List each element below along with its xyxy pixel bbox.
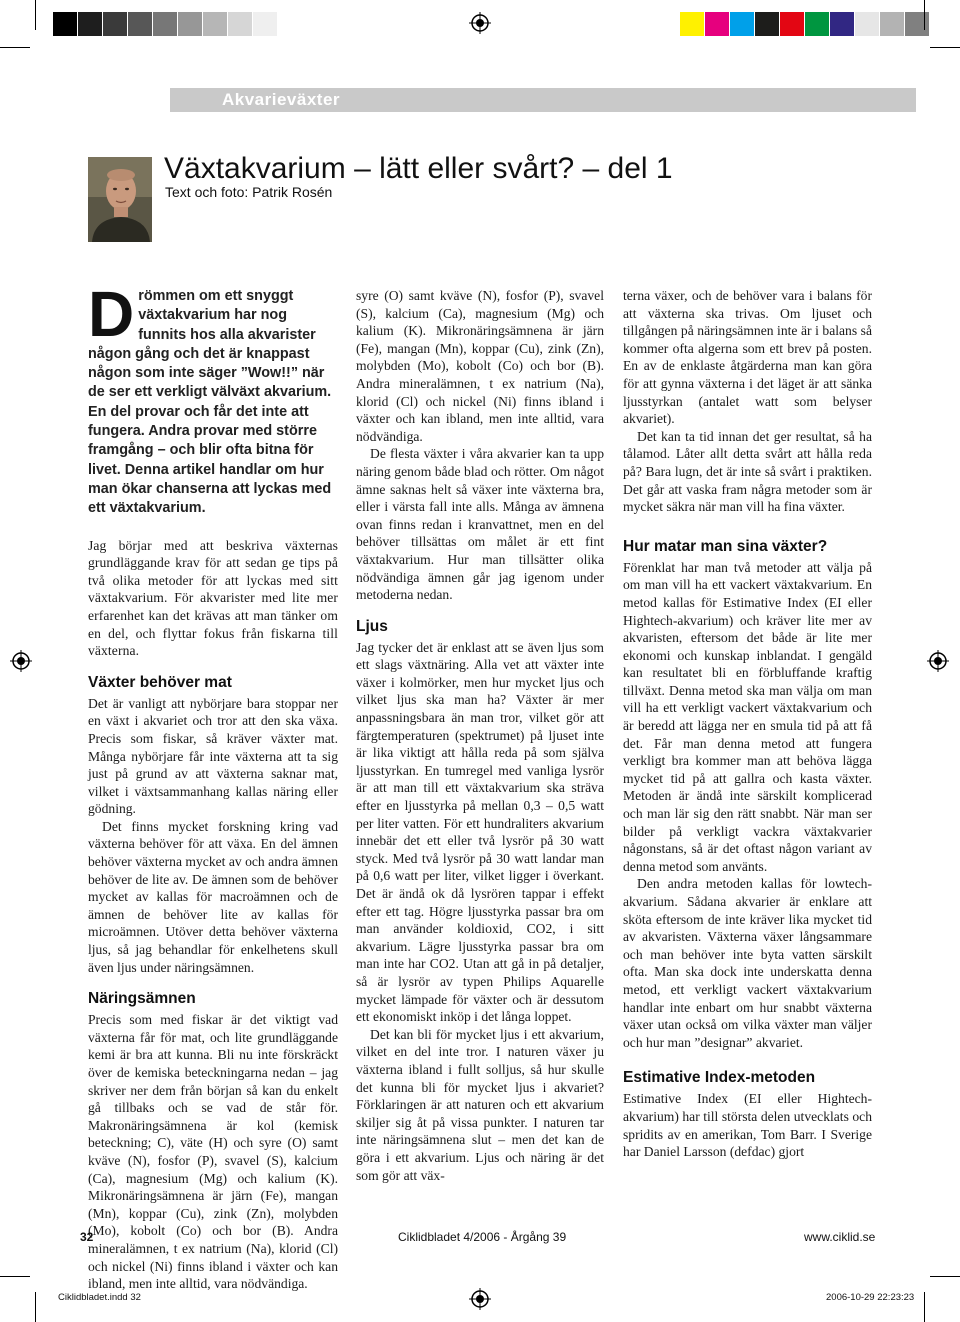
color-swatch	[128, 12, 153, 36]
color-swatch	[905, 12, 930, 36]
crop-mark	[930, 1276, 960, 1277]
registration-mark-icon	[469, 12, 491, 34]
paragraph: Jag tycker det är enklast att se även ljus som ett slags växtnäring. Alla vet att växter inte växer i kolmörker, men hur mycket ljus och vilket ljus ska man ha? Växter är mer anpassningsbara än man tror, vilket gör att färgtemperaturen (spektrumet) på ljuset inte är lika viktigt att hålla reda på som själva ljusstyrkan. En tumregel med vanliga lysrör är att man till ett växtakvarium ska sträva efter en ljusstyrka på mellan 0,3 – 0,5 watt per liter vatten. För ett hundraliters akvarium innebär det ett eller två lysrör på 30 watt styck. Med två lysrör på 30 watt landar man på 0,6 watt per liter, vilket ligger i överkant. Det är ändå ok då lysrören tappar i effekt efter ett tag. Högre ljusstyrka passar bra om man använder koldioxid, CO2, i sitt akvarium. Lägre ljusstyrka passar bra om man inte har CO2. Utan att gå in på detaljer, så är lysrör av typen Philips Aquarelle mycket lämpade för växter och är dessutom ett ekonomiskt inköp i det långa loppet.	[356, 639, 604, 1025]
color-swatch	[680, 12, 705, 36]
color-swatch	[53, 12, 78, 36]
color-swatch	[780, 12, 805, 36]
color-swatch	[78, 12, 103, 36]
color-swatch	[855, 12, 880, 36]
process-color-bar	[680, 12, 930, 36]
author-portrait-icon	[88, 157, 152, 242]
heading-nutrients: Näringsämnen	[88, 990, 196, 1008]
slug-datetime: 2006-10-29 22:23:23	[826, 1292, 915, 1303]
color-swatch	[880, 12, 905, 36]
color-swatch	[178, 12, 203, 36]
issue-info: Ciklidbladet 4/2006 - Årgång 39	[398, 1230, 567, 1244]
paragraph: Det finns mycket forskning kring vad växterna behöver för att växa. En del ämnen behöver växterna mycket av och andra ämnen behöver de lite av. De ämnen som de behöver mycket av kallas för macroämnen och de ämnen de behöver lite av kallas för microämnen. Utöver detta behöver växterna ljus, så jag behandlar för enkelhetens skull även ljus under näringsämnen.	[88, 818, 338, 975]
crop-mark	[924, 0, 925, 30]
crop-mark	[924, 1292, 925, 1322]
article-column-3	[623, 287, 872, 1161]
color-swatch	[705, 12, 730, 36]
color-swatch	[253, 12, 278, 36]
heading-light: Ljus	[356, 617, 388, 635]
article-column-1	[88, 278, 338, 1292]
nutrients-list-paragraph: syre (O) samt kväve (N), fosfor (P), svavel (S), kalcium (Ca), magnesium (Mg) och kalium (K). Mikronäringsämnena är järn (Fe), mangan (Mn), koppar (Cu), zink (Zn), molybden (Mo), kobolt (Co) och bor (B). Andra mineralämnen, t ex natrium (Na), klorid (Cl) och nickel (Ni) finns ibland i växter och kan ibland, men inte alltid, vara nödvändiga.	[356, 288, 604, 444]
heading-plants-need-food: Växter behöver mat	[88, 673, 232, 691]
drop-cap: D	[88, 278, 135, 350]
gray-color-bar	[53, 12, 278, 36]
page-number: 32	[80, 1230, 94, 1244]
author-photo	[88, 157, 152, 242]
color-swatch	[153, 12, 178, 36]
article-lead	[88, 278, 338, 519]
color-swatch	[730, 12, 755, 36]
paragraph: Det är vanligt att nybörjare bara stoppar ner en växt i akvariet och tror att den ska växa. Precis som fiskar, så kräver växter mat. Många nybörjare får inte växterna att ta sig just på grund av att växterna saknar mat, vilket i växtsammanhang kallas näring eller gödning.	[88, 695, 338, 817]
paragraph: Förenklat har man två metoder att välja på om man vill ha ett vackert växtakvarium. En metod kallas för Estimative Index (EI eller Hightech-akvarium) och kräver lite mer av akvaristen, eftersom det både är lite mer ekonomi och kunskap inblandat. I gengäld kan resultatet bli en förbluffande kraftig tillväxt. Denna metod ska man välja om man vill ha ett verkligt vackert växtakvarium och är beredd att lägga ner en smula tid på att få det. Får man denna metod att fungera verkligt bra kommer man att behöva lägga mycket tid på att gallra och kasta växter. Metoden är ändå inte särskilt komplicerad och man lär sig den rätt snabbt. När man ser bilder på verkligt vackra växtakvarier någonstans, så är det oftast någon variant av denna metod som använts.	[623, 559, 872, 874]
website: www.ciklid.se	[804, 1230, 876, 1244]
crop-mark	[0, 1276, 30, 1277]
crop-mark	[35, 0, 36, 30]
paragraph: terna växer, och de behöver vara i balans för att växterna ska trivas. Om ljuset och tillgången på näringsämnen inte är i balans så kommer ofta algerna som ett brev på posten. En av de enklaste åtgärderna man kan göra för att gynna växterna i det läget är att sänka ljusstyrkan (antalet watt som belyser akvariet).	[623, 288, 872, 427]
paragraph-continued: Precis som med fiskar är det viktigt vad växterna får för mat, och lite grundläggande kemi är bra att kunna. Bli nu inte förskräckt över de kemiska beteckningarna nedan – jag skriver ner dem från början så kan du enkelt gå tillbaks och se vad de står för. Makronäringsämnena är kol (kemisk beteckning; C), väte (H) och syre (O) samt kväve (N), fosfor (P), svavel (S), kalcium (Ca), magnesium (Mg) och kalium (K). Mikronäringsämnena är järn (Fe), mangan (Mn), koppar (Cu), zink (Zn), molybden (Mo), kobolt (Co) och bor (B). Andra mineralämnen, t ex natrium (Na), klorid (Cl) och nickel (Ni) finns ibland i växter och kan ibland, men inte alltid, vara nödvändiga.	[88, 1012, 338, 1292]
lead-text: römmen om ett snyggt växtakvarium har nog funnits hos alla akvarister någon gång och det är knappast någon som inte säger ”Wow!!” när de ser ett verkligt välväxt akvarium. En del provar och får det inte att fungera. Andra provar med större framgång – och blir ofta bitna för livet. Denna artikel handlar om hur man ökar chanserna att lyckas med ett växtakvarium.	[88, 288, 332, 517]
section-header-band	[170, 88, 916, 112]
paragraph: Det kan ta tid innan det ger resultat, så ha tålamod. Låter allt detta svårt att hålla reda på? Bara lugn, det är inte så svårt i praktiken. Det går att vaska fram några metoder som är mycket säkra när man vill ha fina växter.	[623, 428, 872, 515]
crop-mark	[0, 47, 30, 48]
color-swatch	[805, 12, 830, 36]
paragraph: Estimative Index (EI eller Hightech-akvarium) har till största delen utvecklats och spridits av en amerikan, Tom Barr. I Sverige har Daniel Larsson (defdac) gjort	[623, 1091, 872, 1160]
article-byline: Text och foto: Patrik Rosén	[165, 184, 333, 200]
crop-mark	[930, 47, 960, 48]
section-label: Akvarieväxter	[222, 90, 341, 109]
slug-filename: Ciklidbladet.indd 32	[58, 1292, 141, 1303]
color-swatch	[830, 12, 855, 36]
paragraph: Den andra metoden kallas för lowtech-akvarium. Sådana akvarier är enklare att sköta eftersom de inte kräver lika mycket tid av akvaristen. Växterna växer långsammare och man behöver inte byta vatten särskilt ofta. Man ska dock inte underskatta denna metod, ett verkligt vackert växtakvarium handlar inte enbart om hur snabbt växterna växer utan också om vilka växter man väljer och hur man ”designar” akvariet.	[623, 876, 872, 1050]
article-title: Växtakvarium – lätt eller svårt? – del 1	[164, 152, 673, 185]
color-swatch	[203, 12, 228, 36]
heading-estimative-index: Estimative Index-metoden	[623, 1069, 816, 1087]
crop-mark	[35, 1292, 36, 1322]
paragraph-continued: Det kan bli för mycket ljus i ett akvarium, vilket en del inte tror. I naturen växer ju växterna ibland i fullt solljus, så hur skulle det kunna bli för mycket ljus i akvariet? Förklaringen är att naturen och ett akvarium skiljer sig åt på vissa punkter. I naturen tar inte näringsämnena slut – men det kan de göra i ett akvarium. Ljus och näring är det som gör att väx-	[356, 1026, 604, 1183]
registration-mark-icon	[469, 1288, 491, 1310]
color-swatch	[228, 12, 253, 36]
color-swatch	[103, 12, 128, 36]
heading-how-to-feed: Hur matar man sina växter?	[623, 537, 828, 555]
intro-paragraph: Jag börjar med att beskriva växternas grundläggande krav för att sedan ge tips på två olika metoder för att lyckas med sitt växtakvarium. För akvarister med lite mer erfarenhet kan det krävas att man tänker om en del, och flyttar fokus från fiskarna till växterna.	[88, 537, 338, 659]
registration-mark-icon	[927, 650, 949, 672]
registration-mark-icon	[10, 650, 32, 672]
color-swatch	[755, 12, 780, 36]
article-column-2	[356, 287, 604, 1184]
paragraph: De flesta växter i våra akvarier kan ta upp näring genom både blad och rötter. Om något ämne saknas helt så växer inte växterna bra, eller i värsta fall inte alls. Många av ämnena ovan finns redan i kranvattnet, men en del behöver tillsättas om målet är ett fint växtakvarium. Hur man tillsätter olika nödvändiga ämnen går jag igenom under metoderna nedan.	[356, 446, 604, 603]
